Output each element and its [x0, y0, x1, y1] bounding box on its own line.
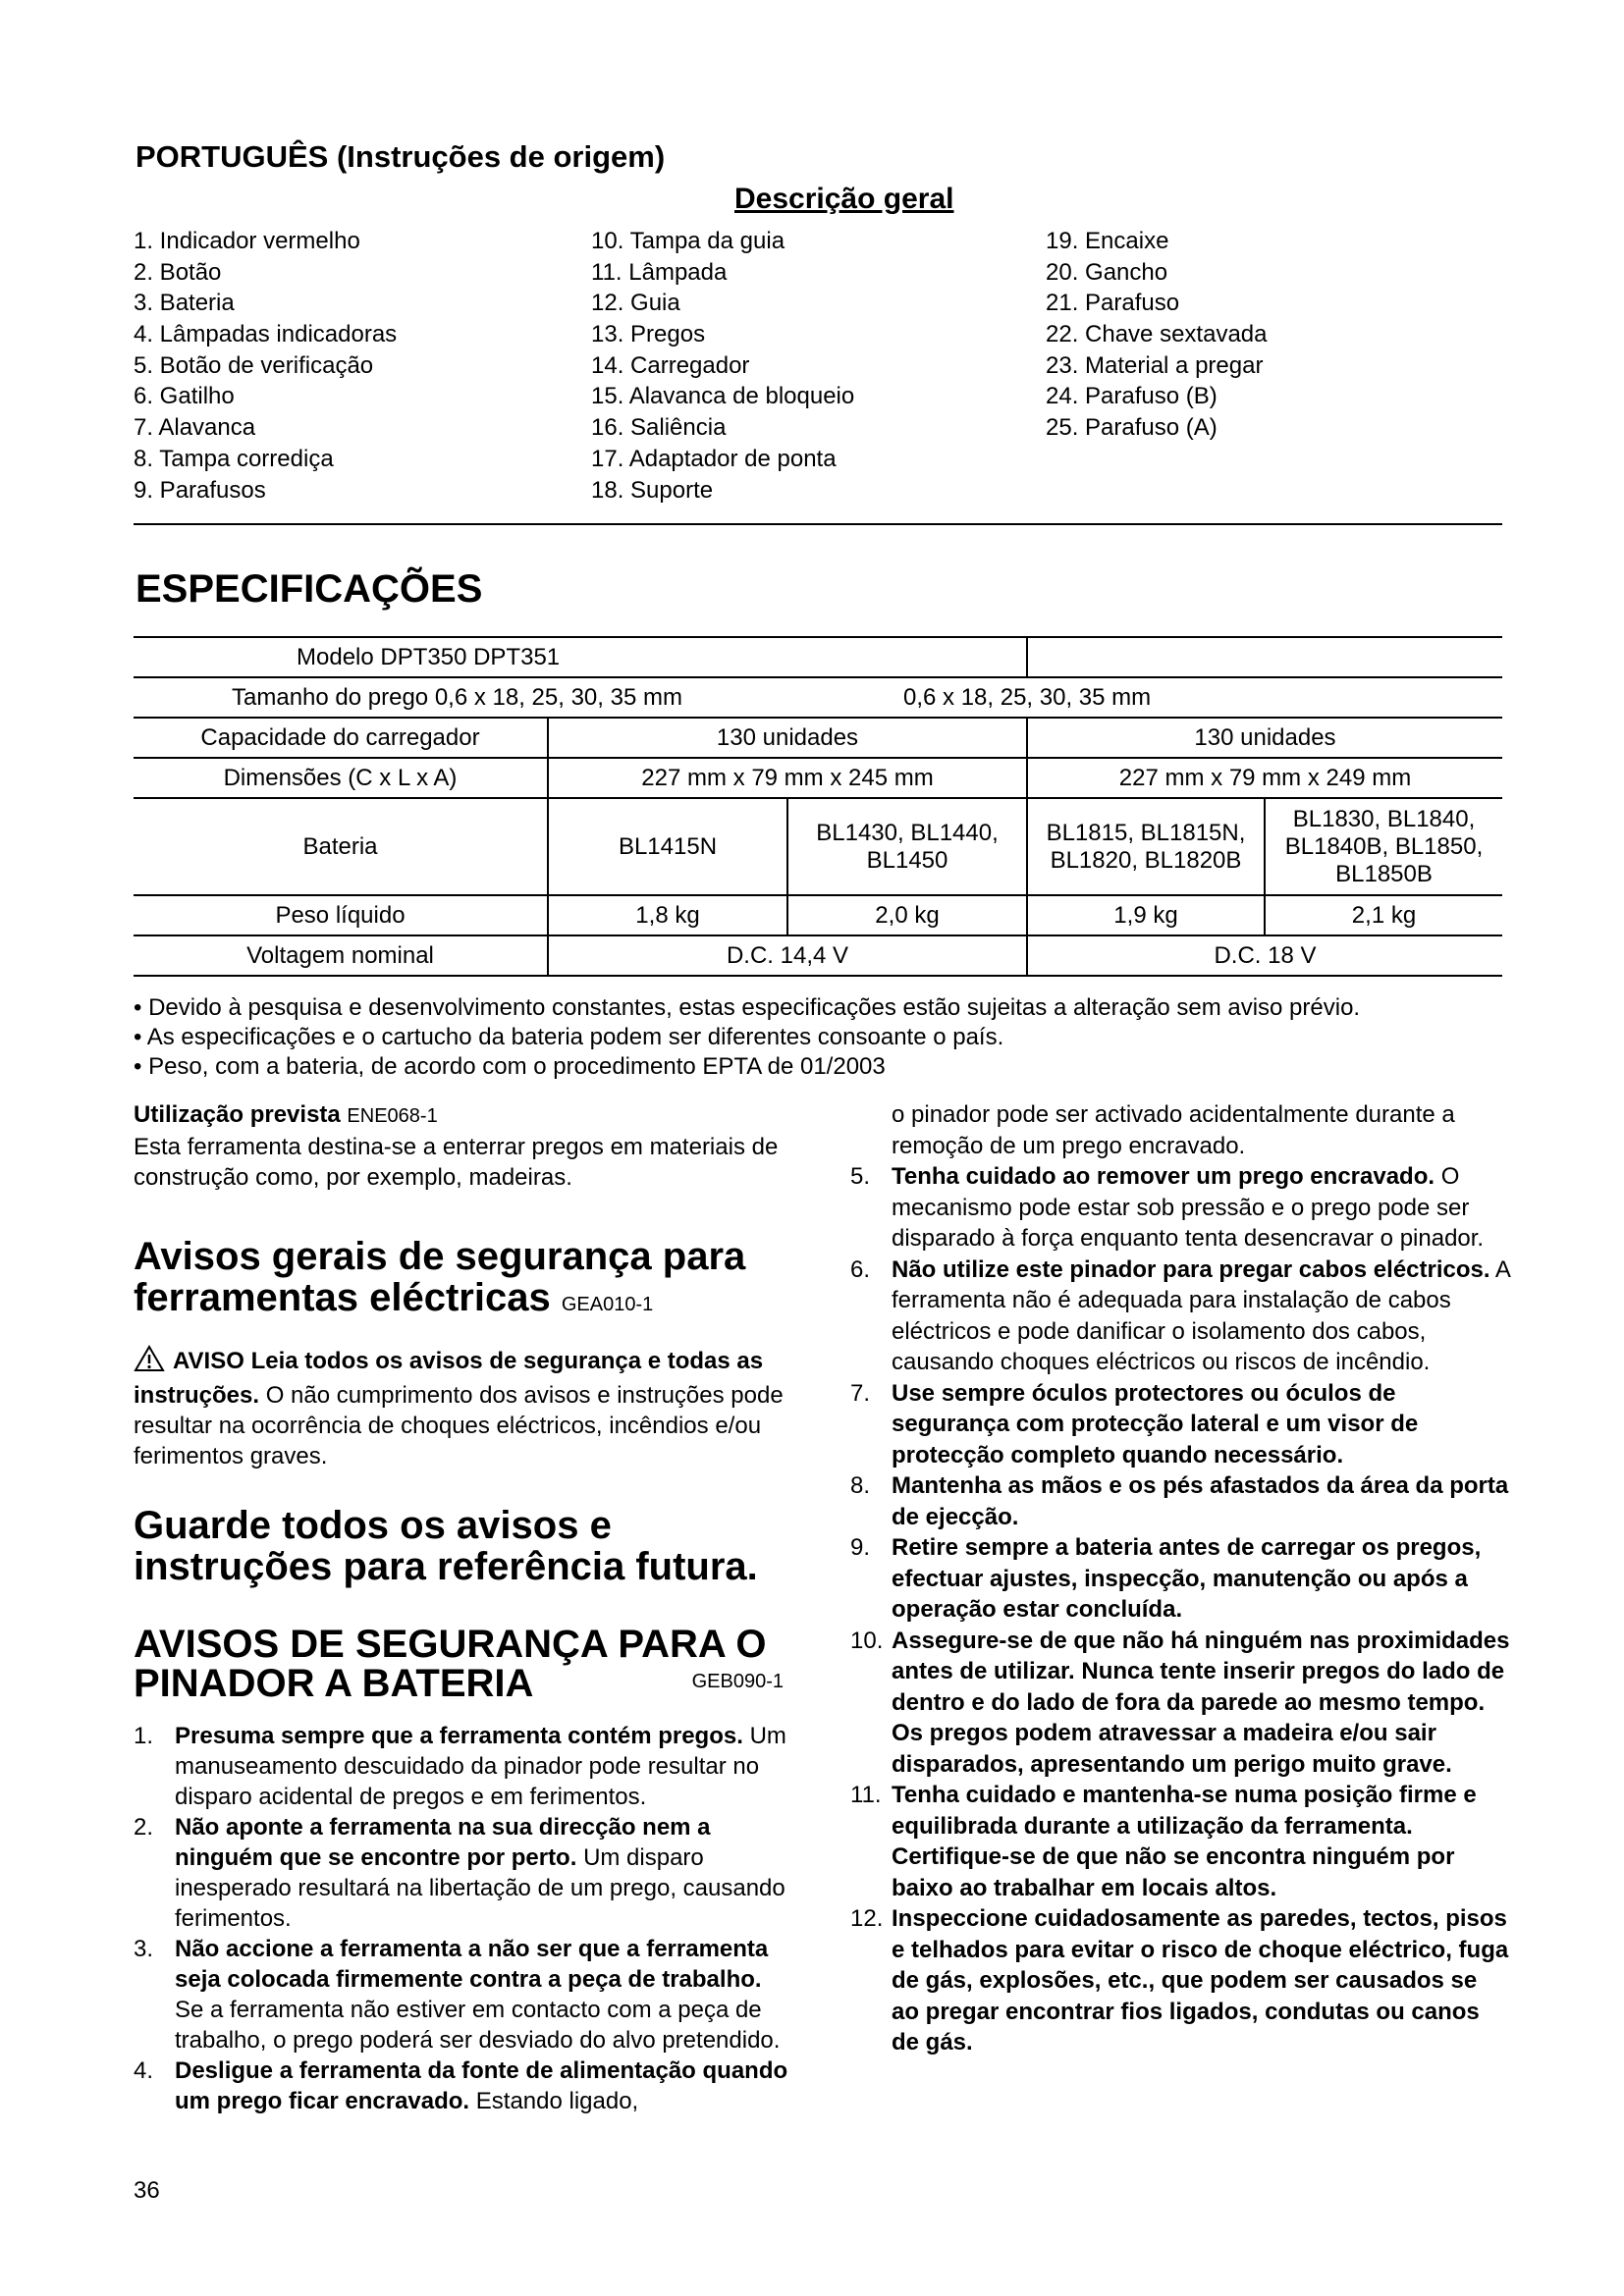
- safety-item-continued: [850, 1099, 1510, 1161]
- safety-item: [850, 1470, 1510, 1532]
- safety-item-bold: Desligue a ferramenta da fonte de alimentação quando um prego ficar encravado.: [175, 2057, 788, 2114]
- voltage-label-cell: Voltagem nominal: [134, 935, 548, 976]
- part-item: 1. Indicador vermelho: [134, 228, 360, 254]
- safety-item-bold: Não aponte a ferramenta na sua direcção nem a ninguém que se encontre por perto.: [175, 1814, 711, 1871]
- safety-item-text: o pinador pode ser activado acidentalmente durante a remoção de um prego encravado.: [892, 1101, 1455, 1159]
- safety-item-bold: Não utilize este pinador para pregar cabos eléctricos.: [892, 1255, 1490, 1283]
- capacity-value-cell: 130 unidades: [548, 718, 1027, 758]
- general-warnings-code: GEA010-1: [561, 1294, 654, 1315]
- table-row: [134, 895, 1502, 935]
- intended-use-code: ENE068-1: [347, 1105, 438, 1127]
- weight-value-cell: 2,0 kg: [787, 895, 1027, 935]
- general-warning-paragraph: [134, 1345, 791, 1471]
- battery-label-cell: Bateria: [134, 798, 548, 895]
- part-item: 23. Material a pregar: [1046, 351, 1264, 379]
- part-item: 21. Parafuso: [1046, 290, 1180, 317]
- safety-item: [134, 1721, 791, 1812]
- safety-item-number: 3.: [134, 1936, 154, 1962]
- nailer-safety-code: GEB090-1: [691, 1671, 784, 1692]
- safety-item-number: 6.: [850, 1255, 871, 1283]
- safety-item-number: 12.: [850, 1905, 884, 1932]
- part-item: 5. Botão de verificação: [134, 351, 374, 379]
- safety-item-number: 10.: [850, 1627, 884, 1654]
- nailer-safety-heading: [134, 1625, 791, 1703]
- safety-item-text: Estando ligado,: [475, 2088, 639, 2114]
- specifications-heading: ESPECIFICAÇÕES: [135, 567, 483, 611]
- battery-value-cell: BL1430, BL1440, BL1450: [787, 798, 1027, 895]
- page-language-title: PORTUGUÊS (Instruções de origem): [135, 139, 666, 174]
- safety-item-bold: Inspeccione cuidadosamente as paredes, tectos, pisos e telhados para evitar o risco de choque eléctrico, fuga de gás, explosões, etc., que podem ser causados se ao pregar encontrar fios ligados, condutas ou canos de gás.: [892, 1905, 1509, 2056]
- safety-item-text: Um disparo inesperado resultará na libertação de um prego, causando ferimentos.: [175, 1844, 785, 1932]
- part-item: 4. Lâmpadas indicadoras: [134, 321, 398, 348]
- part-item: 9. Parafusos: [134, 476, 266, 504]
- safety-item-bold: Presuma sempre que a ferramenta contém pregos.: [175, 1723, 743, 1749]
- empty-cell: [1027, 637, 1502, 677]
- safety-item-text: Se a ferramenta não estiver em contacto com a peça de trabalho, o prego poderá ser desviado do alvo pretendido.: [175, 1997, 781, 2054]
- part-item: 20. Gancho: [1046, 258, 1168, 286]
- part-item: 10. Tampa da guia: [591, 228, 785, 254]
- general-warnings-heading-text: Avisos gerais de segurança para ferramentas eléctricas: [134, 1235, 746, 1319]
- part-item: 16. Saliência: [591, 414, 727, 442]
- table-row: [134, 637, 1502, 677]
- weight-value-cell: 1,8 kg: [548, 895, 787, 935]
- part-item: 11. Lâmpada: [591, 258, 728, 286]
- safety-item-text: Um manuseamento descuidado da pinador pode resultar no disparo acidental de pregos e em ferimentos.: [175, 1723, 786, 1810]
- voltage-value-cell: D.C. 14,4 V: [548, 935, 1027, 976]
- safety-item: [850, 1532, 1510, 1626]
- safety-item-number: 1.: [134, 1723, 154, 1749]
- nailer-safety-list-left: [134, 1721, 791, 2116]
- parts-list-column-2: [591, 226, 1023, 506]
- section-divider: [134, 523, 1502, 525]
- safety-item: [134, 1812, 791, 1934]
- dimensions-value-cell: 227 mm x 79 mm x 245 mm: [548, 758, 1027, 798]
- safety-item: [134, 2056, 791, 2116]
- safety-item-number: 2.: [134, 1814, 154, 1841]
- capacity-label-cell: Capacidade do carregador: [134, 718, 548, 758]
- dimensions-value-cell: 227 mm x 79 mm x 249 mm: [1027, 758, 1502, 798]
- safety-item-bold: Não accione a ferramenta a não ser que a ferramenta seja colocada firmemente contra a peça de trabalho.: [175, 1936, 769, 1993]
- part-item: 8. Tampa corrediça: [134, 445, 334, 472]
- nailer-safety-heading-line1: AVISOS DE SEGURANÇA PARA O: [134, 1623, 767, 1666]
- safety-item: [850, 1255, 1510, 1378]
- specification-notes: [134, 993, 1508, 1082]
- safety-item: [850, 1161, 1510, 1255]
- safety-item-number: 8.: [850, 1472, 871, 1499]
- safety-item-bold: Use sempre óculos protectores ou óculos de segurança com protecção lateral e um visor de protecção completo quando necessário.: [892, 1379, 1419, 1468]
- safety-item-number: 7.: [850, 1379, 871, 1407]
- battery-value-cell: BL1815, BL1815N, BL1820, BL1820B: [1027, 798, 1265, 895]
- safety-item: [850, 1903, 1510, 2058]
- safety-item-bold: Assegure-se de que não há ninguém nas proximidades antes de utilizar. Nunca tente inserir pregos do lado de dentro e do lado de fora da parede ao mesmo tempo. Os pregos podem atravessar a madeira e/ou sair disparados, apresentando um perigo muito grave.: [892, 1627, 1510, 1778]
- safety-item: [850, 1378, 1510, 1471]
- part-item: 18. Suporte: [591, 476, 714, 504]
- safety-item-bold: Tenha cuidado e mantenha-se numa posição firme e equilibrada durante a utilização da ferramenta. Certifique-se de que não se encontra ninguém por baixo ao trabalhar em locais altos.: [892, 1782, 1477, 1901]
- note-item: • Peso, com a bateria, de acordo com o procedimento EPTA de 01/2003: [134, 1053, 886, 1080]
- table-row: [134, 677, 1502, 718]
- right-text-column: [850, 1099, 1510, 2058]
- page-number: 36: [134, 2177, 160, 2204]
- safety-item-bold: Retire sempre a bateria antes de carregar os pregos, efectuar ajustes, inspecção, manutenção ou após a operação estar concluída.: [892, 1534, 1482, 1623]
- part-item: 15. Alavanca de bloqueio: [591, 383, 855, 410]
- part-item: 2. Botão: [134, 258, 222, 286]
- specifications-table: [134, 636, 1502, 977]
- safety-item: [850, 1780, 1510, 1903]
- battery-value-cell: BL1830, BL1840, BL1840B, BL1850, BL1850B: [1265, 798, 1502, 895]
- table-row: [134, 758, 1502, 798]
- table-row: [134, 718, 1502, 758]
- part-item: 17. Adaptador de ponta: [591, 445, 837, 472]
- capacity-value-cell: 130 unidades: [1027, 718, 1502, 758]
- part-item: 6. Gatilho: [134, 383, 235, 410]
- part-item: 13. Pregos: [591, 321, 706, 348]
- nailer-safety-heading-line2-row: [134, 1664, 791, 1703]
- weight-value-cell: 2,1 kg: [1265, 895, 1502, 935]
- left-text-column: [134, 1099, 791, 2116]
- warning-triangle-icon: [134, 1345, 165, 1380]
- voltage-value-cell: D.C. 18 V: [1027, 935, 1502, 976]
- intended-use-label: Utilização prevista: [134, 1101, 341, 1128]
- safety-item-number: 9.: [850, 1534, 871, 1561]
- part-item: 22. Chave sextavada: [1046, 321, 1268, 348]
- nailer-safety-heading-line2: PINADOR A BATERIA: [134, 1662, 534, 1705]
- parts-list-column-1: [134, 226, 566, 506]
- weight-value-cell: 1,9 kg: [1027, 895, 1265, 935]
- general-description-title: Descrição geral: [734, 183, 954, 215]
- table-row: [134, 798, 1502, 895]
- parts-list-column-3: [1046, 226, 1478, 444]
- weight-label-cell: Peso líquido: [134, 895, 548, 935]
- safety-item-number: 5.: [850, 1163, 871, 1190]
- intended-use-text: Esta ferramenta destina-se a enterrar pregos em materiais de construção como, por exemplo, madeiras.: [134, 1134, 779, 1191]
- part-item: 3. Bateria: [134, 290, 235, 317]
- note-item: • As especificações e o cartucho da bateria podem ser diferentes consoante o país.: [134, 1024, 1004, 1050]
- part-item: 24. Parafuso (B): [1046, 383, 1218, 410]
- part-item: 19. Encaixe: [1046, 228, 1169, 254]
- safety-item: [850, 1626, 1510, 1781]
- general-warning-bold: AVISO Leia todos os avisos de segurança e todas as instruções.: [134, 1348, 764, 1409]
- safety-item: [134, 1934, 791, 2056]
- safety-item-number: 11.: [850, 1782, 882, 1808]
- model-cell: Modelo DPT350 DPT351: [134, 637, 1027, 677]
- keep-instructions-heading: Guarde todos os avisos e instruções para referência futura.: [134, 1504, 758, 1588]
- safety-item-number: 4.: [134, 2057, 154, 2084]
- part-item: 7. Alavanca: [134, 414, 256, 442]
- safety-item-bold: Tenha cuidado ao remover um prego encravado.: [892, 1163, 1435, 1190]
- safety-item-text: O mecanismo pode estar sob pressão e o prego pode ser disparado à força enquanto tenta desencravar o pinador.: [892, 1163, 1485, 1252]
- dimensions-label-cell: Dimensões (C x L x A): [134, 758, 548, 798]
- table-row: [134, 935, 1502, 976]
- nail-size-label-cell: Tamanho do prego 0,6 x 18, 25, 30, 35 mm: [134, 677, 787, 718]
- safety-item-bold: Mantenha as mãos e os pés afastados da área da porta de ejecção.: [892, 1472, 1509, 1530]
- intended-use-paragraph: [134, 1099, 791, 1193]
- part-item: 12. Guia: [591, 290, 680, 317]
- note-item: • Devido à pesquisa e desenvolvimento constantes, estas especificações estão sujeitas a alteração sem aviso prévio.: [134, 994, 1361, 1021]
- part-item: 14. Carregador: [591, 351, 750, 379]
- nail-size-value-cell: 0,6 x 18, 25, 30, 35 mm: [787, 677, 1502, 718]
- general-warning-text: O não cumprimento dos avisos e instruções pode resultar na ocorrência de choques eléctricos, incêndios e/ou ferimentos graves.: [134, 1382, 784, 1469]
- general-warnings-heading: [134, 1236, 791, 1325]
- part-item: 25. Parafuso (A): [1046, 414, 1218, 442]
- safety-item-text: A ferramenta não é adequada para instalação de cabos eléctricos e pode danificar o isolamento dos cabos, causando choques eléctricos ou riscos de incêndio.: [892, 1255, 1510, 1375]
- battery-value-cell: BL1415N: [548, 798, 787, 895]
